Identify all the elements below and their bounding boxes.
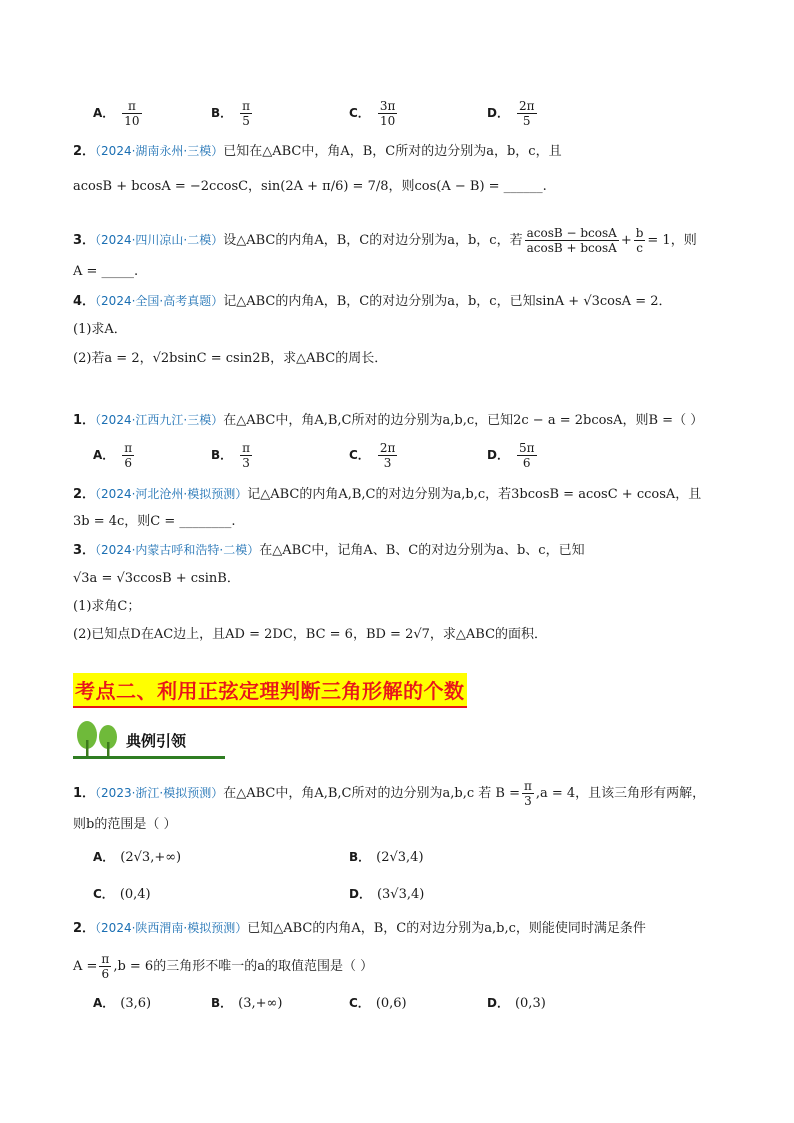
b3-q2-option-b: B． (3,+∞) — [211, 996, 283, 1011]
question-b3-1: 1．（2023·浙江·模拟预测）在△ABC中，角A,B,C所对的边分别为a,b,c 若 B = $\frac{\pi}{3}$ ,a = 4，且该三角形有两解， — [73, 779, 706, 808]
b3-q1-option-a: A． (2√3,+∞) — [93, 850, 182, 865]
question-b2-1: 1．（2024·江西九江·三模）在△ABC中，角A,B,C所对的边分别为a,b,c，已知2c − a = 2bcosA，则B =（ ） — [73, 413, 704, 428]
banner-underline — [73, 756, 225, 759]
prev-option-c: C． $\frac{3\pi}{10}$ — [349, 99, 396, 128]
question-b1-3-line2: A = _____. — [73, 264, 139, 279]
b3-q1-option-d: D． (3√3,4) — [349, 887, 425, 902]
prev-option-b: B． $\frac{\pi}{5}$ — [211, 99, 251, 128]
question-b2-2: 2．（2024·河北沧州·模拟预测）记△ABC的内角A,B,C的对边分别为a,b,c，若3bcosB = acosC + ccosA，且 — [73, 487, 702, 502]
question-b2-2-line2: 3b = 4c，则C = ________. — [73, 514, 236, 529]
b3-q2-option-d: D． (0,3) — [487, 996, 546, 1011]
question-b1-2: 2．（2024·湖南永州·三模）已知在△ABC中，角A，B，C所对的边分别为a，b，c，且 — [73, 144, 562, 159]
banner-title: 典例引领 — [126, 732, 187, 750]
question-b3-2-line2: A = $\frac{\pi}{6}$ ,b = 6的三角形不唯一的a的取值范围是（ ） — [73, 952, 374, 981]
b2-q1-option-a: A． $\frac{\pi}{6}$ — [93, 441, 133, 470]
b3-q2-option-a: A． (3,6) — [93, 996, 152, 1011]
prev-option-a: A． $\frac{\pi}{10}$ — [93, 99, 140, 128]
question-b2-3-line2: √3a = √3ccosB + csinB． — [73, 571, 240, 586]
question-b2-3: 3．（2024·内蒙古呼和浩特·二模）在△ABC中，记角A、B、C的对边分别为a、b、c，已知 — [73, 543, 585, 558]
b3-q1-option-c: C． (0,4) — [93, 887, 151, 902]
question-b1-4-part2: (2)若a = 2，√2bsinC = csin2B，求△ABC的周长． — [73, 351, 388, 366]
question-b3-1-line2: 则b的范围是（ ） — [73, 817, 177, 832]
prev-option-d: D． $\frac{2\pi}{5}$ — [487, 99, 535, 128]
example-banner — [73, 718, 225, 760]
b2-q1-option-b: B． $\frac{\pi}{3}$ — [211, 441, 251, 470]
question-b3-2: 2．（2024·陕西渭南·模拟预测）已知△ABC的内角A，B，C的对边分别为a,b,c，则能使同时满足条件 — [73, 921, 646, 936]
question-b1-3: 3．（2024·四川凉山·二模）设△ABC的内角A，B，C的对边分别为a，b，c，若 $\frac{acosB - bcosA}{acosB + bcosA}$ + $\frac{b}{c}$ = 1，则 — [73, 226, 697, 255]
b2-q1-option-c: C． $\frac{2\pi}{3}$ — [349, 441, 396, 470]
b3-q1-option-b: B． (2√3,4) — [349, 850, 424, 865]
question-b2-3-part1: (1)求角C； — [73, 599, 141, 614]
b2-q1-option-d: D． $\frac{5\pi}{6}$ — [487, 441, 535, 470]
tree-icon — [73, 718, 123, 758]
question-b2-3-part2: (2)已知点D在AC边上，且AD = 2DC，BC = 6，BD = 2√7，求△ABC的面积． — [73, 627, 548, 642]
b3-q2-option-c: C． (0,6) — [349, 996, 407, 1011]
section-heading: 考点二、利用正弦定理判断三角形解的个数 — [73, 673, 467, 708]
question-b1-4: 4．（2024·全国·高考真题）记△ABC的内角A，B，C的对边分别为a，b，c，已知sinA + √3cosA = 2． — [73, 294, 672, 309]
question-b1-2-line2: acosB + bcosA = −2ccosC，sin(2A + π/6) = 7/8，则cos(A − B) = ______. — [73, 179, 547, 194]
question-b1-4-part1: (1)求A． — [73, 322, 127, 337]
